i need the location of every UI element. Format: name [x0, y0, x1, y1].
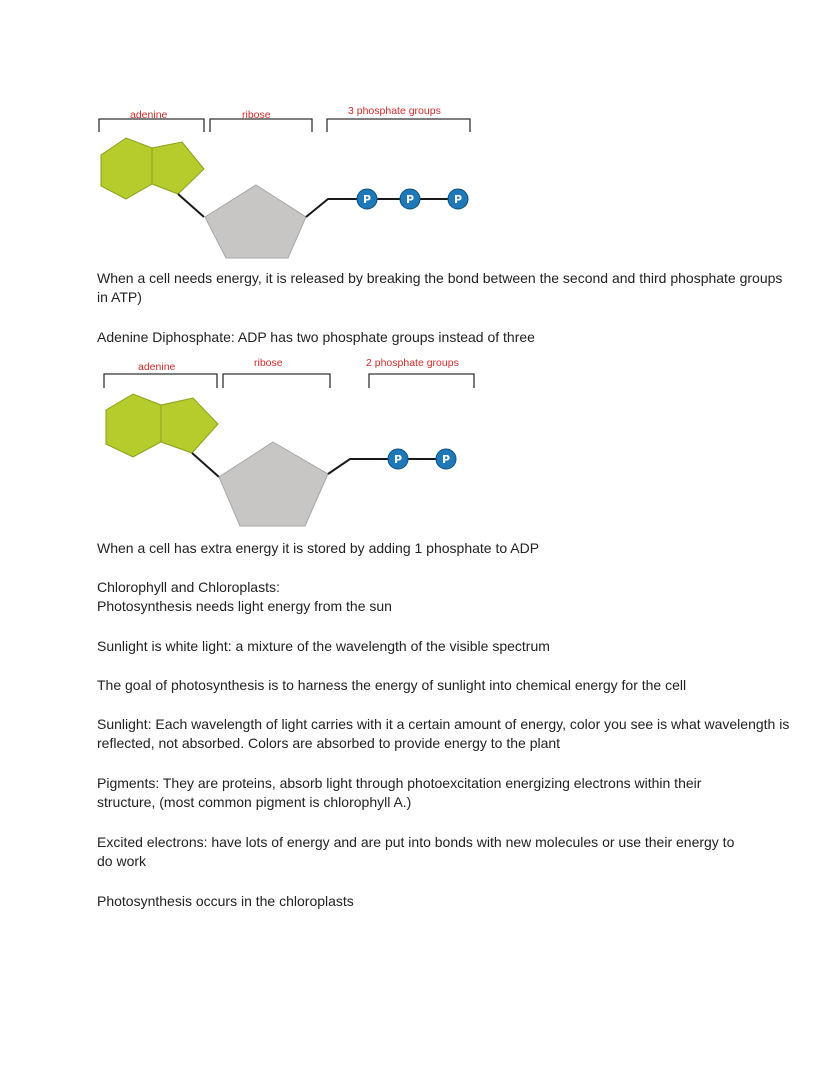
adp-diagram: [0, 350, 500, 530]
atp-phosphate-chain: [306, 199, 460, 217]
adp-adenine-label: adenine: [138, 361, 176, 373]
adp-adenine-hexagon: [106, 394, 161, 457]
adp-phosphate-1-label: P: [393, 453, 403, 466]
atp-adenine-label: adenine: [130, 109, 168, 121]
adp-phosphate-label: 2 phosphate groups: [366, 357, 459, 369]
paragraph-sunlight-white: Sunlight is white light: a mixture of the wavelength of the visible spectrum: [97, 638, 550, 654]
adp-phosphate-chain: [328, 459, 447, 474]
atp-adenine-pentagon: [152, 142, 204, 194]
atp-diagram: [0, 95, 500, 265]
paragraph-excited-electrons: Excited electrons: have lots of energy and are put into bonds with new molecules or use their energy to do work: [97, 834, 735, 869]
adp-phosphate-2-label: P: [441, 453, 451, 466]
atp-ribose-label: ribose: [242, 109, 271, 121]
paragraph-atp-release: When a cell needs energy, it is released by breaking the bond between the second and third phosphate groups in ATP): [97, 270, 783, 305]
atp-phosphate-2-label: P: [405, 193, 415, 206]
paragraph-pigments: Pigments: They are proteins, absorb light through photoexcitation energizing electrons within their structure, (most common pigment is chlorophyll A.): [97, 775, 702, 810]
adp-bond-adenine-ribose: [192, 453, 219, 477]
paragraph-sunlight-wavelength: Sunlight: Each wavelength of light carries with it a certain amount of energy, color you see is what wavelength is reflected, not absorbed. Colors are absorbed to provide energy to the plant: [97, 716, 790, 751]
paragraph-goal: The goal of photosynthesis is to harness the energy of sunlight into chemical energy for the cell: [97, 677, 687, 693]
paragraph-adp-definition: Adenine Diphosphate: ADP has two phosphate groups instead of three: [97, 329, 535, 345]
atp-phosphate-1-label: P: [362, 193, 372, 206]
atp-phosphate-3-label: P: [453, 193, 463, 206]
adp-ribose-pentagon: [219, 442, 328, 526]
adp-ribose-label: ribose: [254, 357, 283, 369]
adp-phosphate-bracket: [369, 374, 474, 388]
atp-ribose-pentagon: [205, 185, 306, 258]
atp-phosphate-bracket: [327, 119, 470, 132]
atp-adenine-hexagon: [101, 138, 152, 199]
heading-chlorophyll: Chlorophyll and Chloroplasts:: [97, 579, 280, 595]
adp-adenine-pentagon: [161, 398, 218, 453]
atp-diagram-svg: [0, 95, 500, 265]
adp-adenine-bracket: [104, 374, 217, 388]
adp-ribose-bracket: [223, 374, 330, 388]
adp-diagram-svg: [0, 350, 500, 530]
atp-bond-adenine-ribose: [178, 194, 204, 217]
paragraph-occurs: Photosynthesis occurs in the chloroplasts: [97, 893, 354, 909]
paragraph-photosynthesis-needs: Photosynthesis needs light energy from the sun: [97, 598, 392, 614]
paragraph-adp-store: When a cell has extra energy it is stored by adding 1 phosphate to ADP: [97, 540, 540, 556]
atp-phosphate-label: 3 phosphate groups: [348, 105, 441, 117]
